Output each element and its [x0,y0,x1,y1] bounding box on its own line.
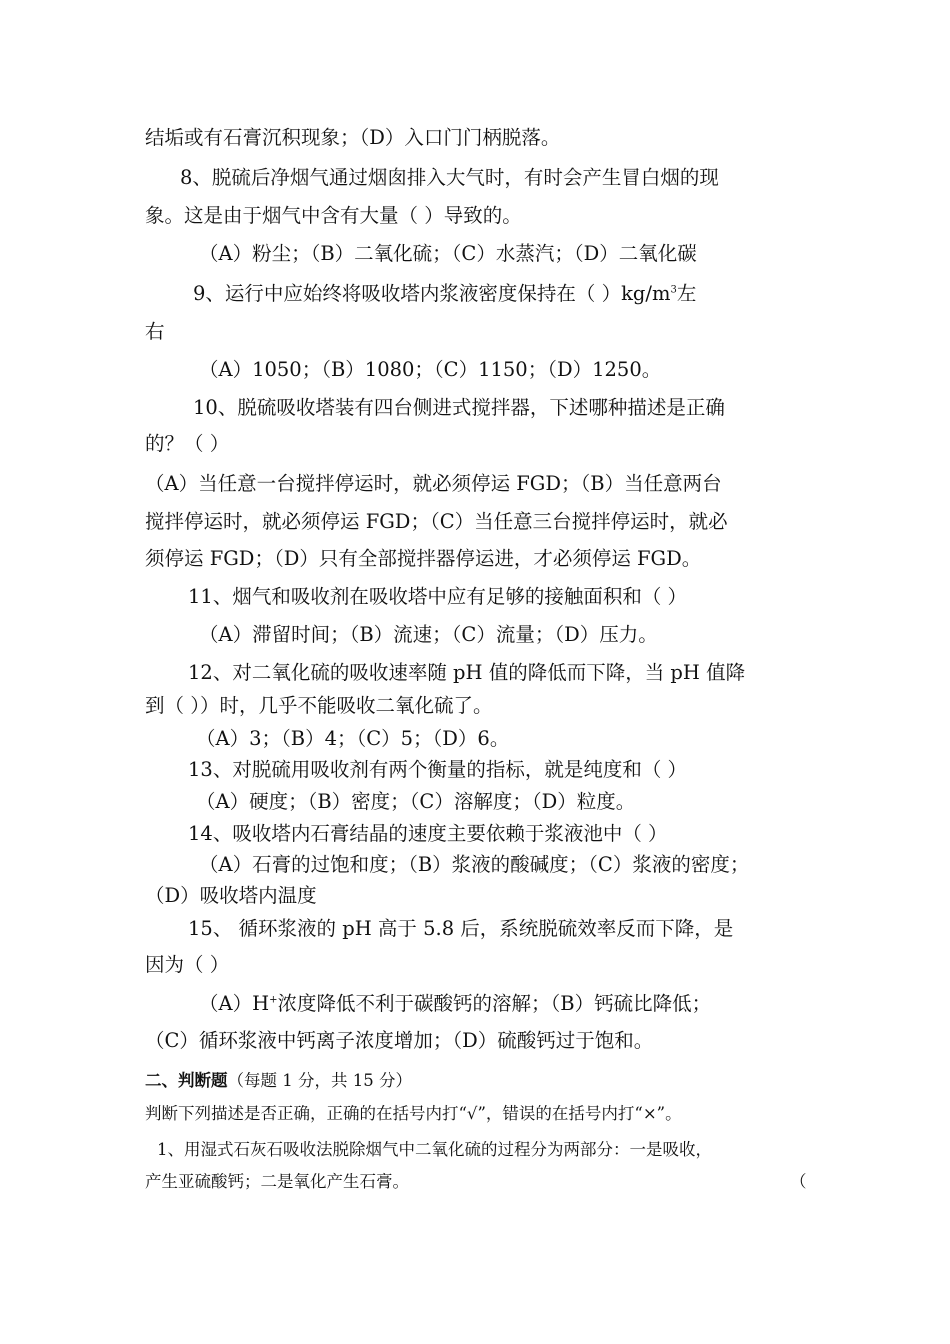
q15-stem-line1: 15、 循环浆液的 pH 高于 5.8 后，系统脱硫效率反而下降，是 [188,917,734,940]
section2-instruction: 判断下列描述是否正确，正确的在括号内打“√”，错误的在括号内打“×”。 [145,1104,682,1123]
q9-unit-exponent: 3 [670,284,677,296]
section2-title: 二、判断题 [145,1071,228,1090]
q7-tail-text: 结垢或有石膏沉积现象；（D）入口门门柄脱落。 [145,126,561,149]
q12-options: （A）3；（B）4；（C）5；（D）6。 [196,727,510,750]
q8-options: （A）粉尘；（B）二氧化硫；（C）水蒸汽；（D）二氧化碳 [199,242,697,265]
q15-options-line2: （C）循环浆液中钙离子浓度增加；（D）硫酸钙过于饱和。 [145,1029,654,1052]
q9-stem-line1-tail: 左 [676,282,697,305]
section2-heading [145,1069,412,1093]
q11-stem: 11、烟气和吸收剂在吸收塔中应有足够的接触面积和（ ） [188,585,688,608]
q10-stem-line1: 10、脱硫吸收塔装有四台侧进式搅拌器，下述哪种描述是正确 [193,396,725,419]
section2-score-note: （每题 1 分，共 15 分） [227,1071,412,1090]
q10-options-line3: 须停运 FGD；（D）只有全部搅拌器停运进，才必须停运 FGD。 [145,547,702,570]
q14-stem: 14、吸收塔内石膏结晶的速度主要依赖于浆液池中（ ） [188,822,668,845]
q10-options-line1: （A）当任意一台搅拌停运时，就必须停运 FGD；（B）当任意两台 [145,472,722,495]
q12-stem-line2: 到（ ））时，几乎不能吸收二氧化硫了。 [145,694,493,717]
q9-stem-line1-text: 9、运行中应始终将吸收塔内浆液密度保持在（ ）kg/m [193,282,671,305]
q9-options: （A）1050；（B）1080；（C）1150；（D）1250。 [199,358,662,381]
q13-options: （A）硬度；（B）密度；（C）溶解度；（D）粒度。 [196,790,636,813]
q14-options-line2: （D）吸收塔内温度 [145,884,317,907]
q10-options-line2: 搅拌停运时，就必须停运 FGD；（C）当任意三台搅拌停运时，就必 [145,510,728,533]
q9-stem-line2: 右 [145,320,165,343]
q15-hydrogen-ion-charge: + [269,994,278,1006]
q10-stem-line2: 的？（ ） [145,432,230,455]
q15-options-line1-tail: 浓度降低不利于碳酸钙的溶解；（B）钙硫比降低； [277,992,712,1015]
q15-option-a-prefix: （A）H [199,992,270,1015]
q14-options-line1: （A）石膏的过饱和度；（B）浆液的酸碱度；（C）浆液的密度； [199,853,750,876]
q9-stem-line1 [193,282,696,306]
judge-q1-answer-bracket: （ [790,1172,807,1191]
q11-options: （A）滞留时间；（B）流速；（C）流量；（D）压力。 [199,623,658,646]
q13-stem: 13、对脱硫用吸收剂有两个衡量的指标，就是纯度和（ ） [188,758,688,781]
judge-q1-line1: 1、用湿式石灰石吸收法脱除烟气中二氧化硫的过程分为两部分：一是吸收， [157,1140,712,1159]
q15-options-line1 [199,992,711,1016]
q8-stem-line2: 象。这是由于烟气中含有大量（ ）导致的。 [145,204,522,227]
q15-stem-line2: 因为（ ） [145,953,230,976]
q12-stem-line1: 12、对二氧化硫的吸收速率随 pH 值的降低而下降，当 pH 值降 [188,661,746,684]
judge-q1-line2: 产生亚硫酸钙；二是氧化产生石膏。 [145,1172,409,1191]
q8-stem-line1: 8、脱硫后净烟气通过烟囱排入大气时，有时会产生冒白烟的现 [180,166,719,189]
